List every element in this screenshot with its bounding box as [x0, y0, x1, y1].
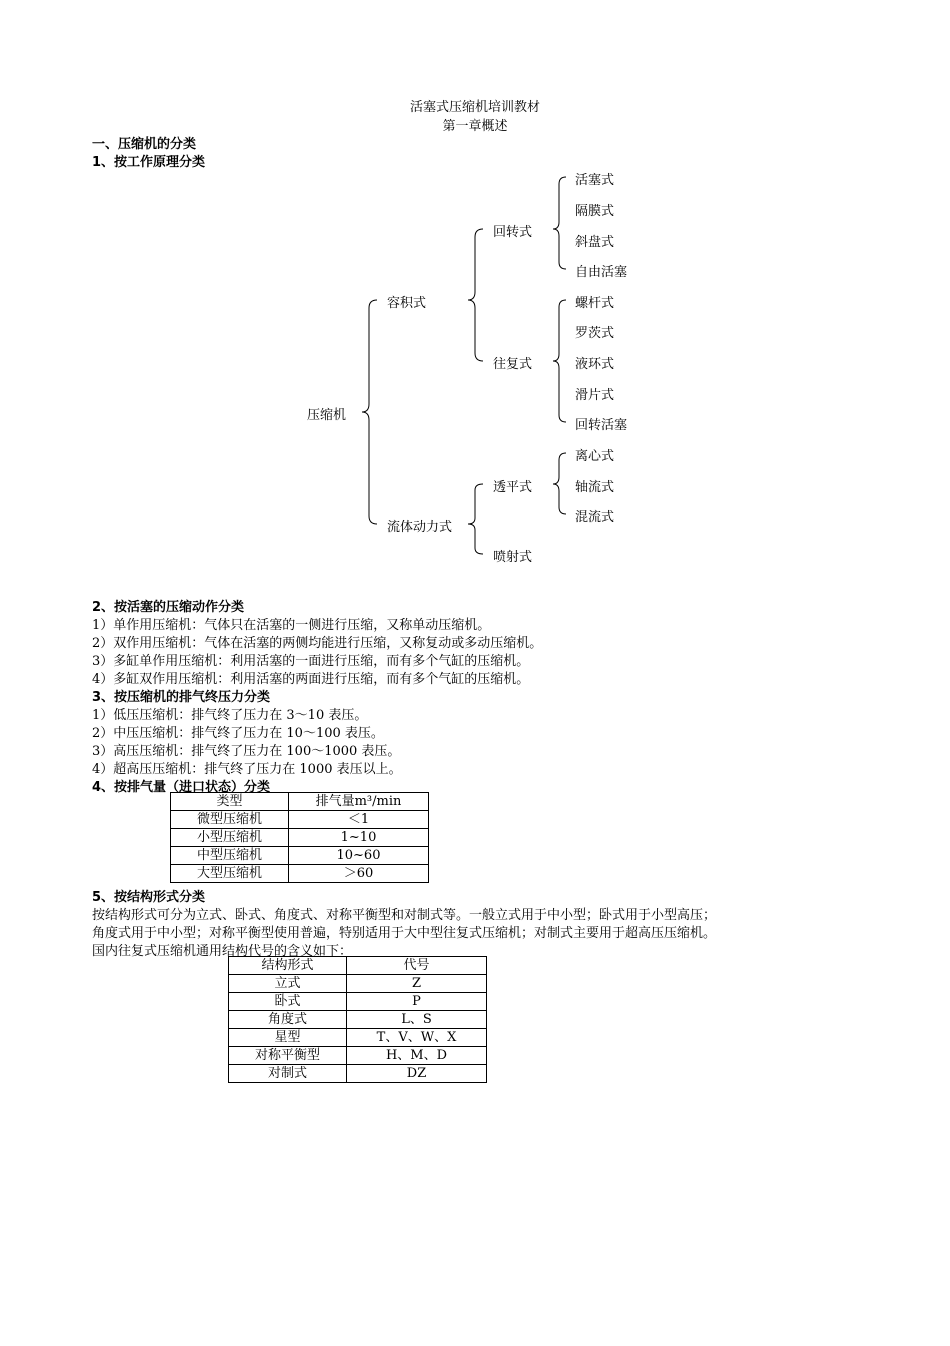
tree-leaf: 液环式 [575, 357, 615, 372]
table-cell: P [347, 993, 487, 1011]
tree-node-rotary: 回转式 [493, 225, 533, 240]
table-cell: T、V、W、X [347, 1029, 487, 1047]
tree-leaf: 滑片式 [575, 388, 615, 403]
tree-leaf: 隔膜式 [575, 204, 615, 219]
table-cell: L、S [347, 1011, 487, 1029]
paragraph-line: 1）低压压缩机：排气终了压力在 3～10 表压。 [92, 708, 368, 723]
table-header-cell: 排气量m³/min [289, 793, 429, 811]
table-cell: ＜1 [289, 811, 429, 829]
paragraph-line: 角度式用于中小型；对称平衡型使用普遍，特别适用于大中型往复式压缩机；对制式主要用于超高压压缩机。 [92, 926, 717, 941]
table-cell: 星型 [229, 1029, 347, 1047]
table-row [229, 993, 487, 1011]
table-header-row [229, 957, 487, 975]
tree-node-volumetric: 容积式 [387, 296, 427, 311]
tree-leaf: 罗茨式 [575, 326, 615, 341]
section-heading: 1、按工作原理分类 [92, 155, 206, 170]
table-header-cell: 代号 [347, 957, 487, 975]
section-heading: 一、压缩机的分类 [92, 137, 197, 152]
paragraph-line: 国内往复式压缩机通用结构代号的含义如下： [92, 944, 353, 959]
structure-code-table [228, 956, 487, 1083]
table-header-cell: 类型 [171, 793, 289, 811]
tree-leaf: 轴流式 [575, 480, 615, 495]
tree-leaf: 斜盘式 [575, 235, 615, 250]
table-cell: 小型压缩机 [171, 829, 289, 847]
table-row [229, 1011, 487, 1029]
table-cell: 对制式 [229, 1065, 347, 1083]
paragraph-line: 3）多缸单作用压缩机：利用活塞的一面进行压缩，而有多个气缸的压缩机。 [92, 654, 530, 669]
table-cell: H、M、D [347, 1047, 487, 1065]
table-row [171, 829, 429, 847]
paragraph-line: 3）高压压缩机：排气终了压力在 100～1000 表压。 [92, 744, 401, 759]
table-cell: 立式 [229, 975, 347, 993]
tree-leaf: 螺杆式 [575, 296, 615, 311]
paragraph-line: 按结构形式可分为立式、卧式、角度式、对称平衡型和对制式等。一般立式用于中小型；卧式用于小型高压； [92, 908, 717, 923]
section-heading: 2、按活塞的压缩动作分类 [92, 600, 245, 615]
tree-node-dynamic: 流体动力式 [387, 520, 453, 535]
tree-leaf: 回转活塞 [575, 418, 628, 433]
classification-tree-braces [0, 0, 950, 600]
table-header-row [171, 793, 429, 811]
paragraph-line: 2）中压压缩机：排气终了压力在 10～100 表压。 [92, 726, 384, 741]
paragraph-line: 4）多缸双作用压缩机：利用活塞的两面进行压缩，而有多个气缸的压缩机。 [92, 672, 530, 687]
tree-leaf: 活塞式 [575, 173, 615, 188]
table-row [229, 1065, 487, 1083]
section-heading: 5、按结构形式分类 [92, 890, 206, 905]
tree-node-jet: 喷射式 [493, 550, 533, 565]
table-row [229, 1029, 487, 1047]
section-heading: 4、按排气量（进口状态）分类 [92, 780, 271, 795]
tree-leaf: 自由活塞 [575, 265, 628, 280]
table-cell: DZ [347, 1065, 487, 1083]
table-cell: 10~60 [289, 847, 429, 865]
table-row [229, 975, 487, 993]
table-cell: Z [347, 975, 487, 993]
table-row [171, 811, 429, 829]
tree-leaf: 离心式 [575, 449, 615, 464]
paragraph-line: 4）超高压压缩机：排气终了压力在 1000 表压以上。 [92, 762, 402, 777]
table-row [171, 865, 429, 883]
tree-node-root: 压缩机 [307, 408, 347, 423]
table-cell: 卧式 [229, 993, 347, 1011]
paragraph-line: 2）双作用压缩机：气体在活塞的两侧均能进行压缩，又称复动或多动压缩机。 [92, 636, 543, 651]
tree-node-reciprocating: 往复式 [493, 357, 533, 372]
table-cell: 中型压缩机 [171, 847, 289, 865]
table-header-cell: 结构形式 [229, 957, 347, 975]
tree-leaf: 混流式 [575, 510, 615, 525]
document-title: 活塞式压缩机培训教材 [409, 100, 540, 115]
table-cell: 微型压缩机 [171, 811, 289, 829]
table-cell: 角度式 [229, 1011, 347, 1029]
table-row [171, 847, 429, 865]
paragraph-line: 1）单作用压缩机：气体只在活塞的一侧进行压缩，又称单动压缩机。 [92, 618, 491, 633]
section-heading: 3、按压缩机的排气终压力分类 [92, 690, 271, 705]
table-row [229, 1047, 487, 1065]
table-cell: 大型压缩机 [171, 865, 289, 883]
chapter-title: 第一章概述 [442, 119, 508, 134]
tree-node-turbo: 透平式 [493, 480, 533, 495]
table-cell: 1~10 [289, 829, 429, 847]
table-cell: 对称平衡型 [229, 1047, 347, 1065]
table-cell: ＞60 [289, 865, 429, 883]
displacement-table [170, 792, 429, 883]
